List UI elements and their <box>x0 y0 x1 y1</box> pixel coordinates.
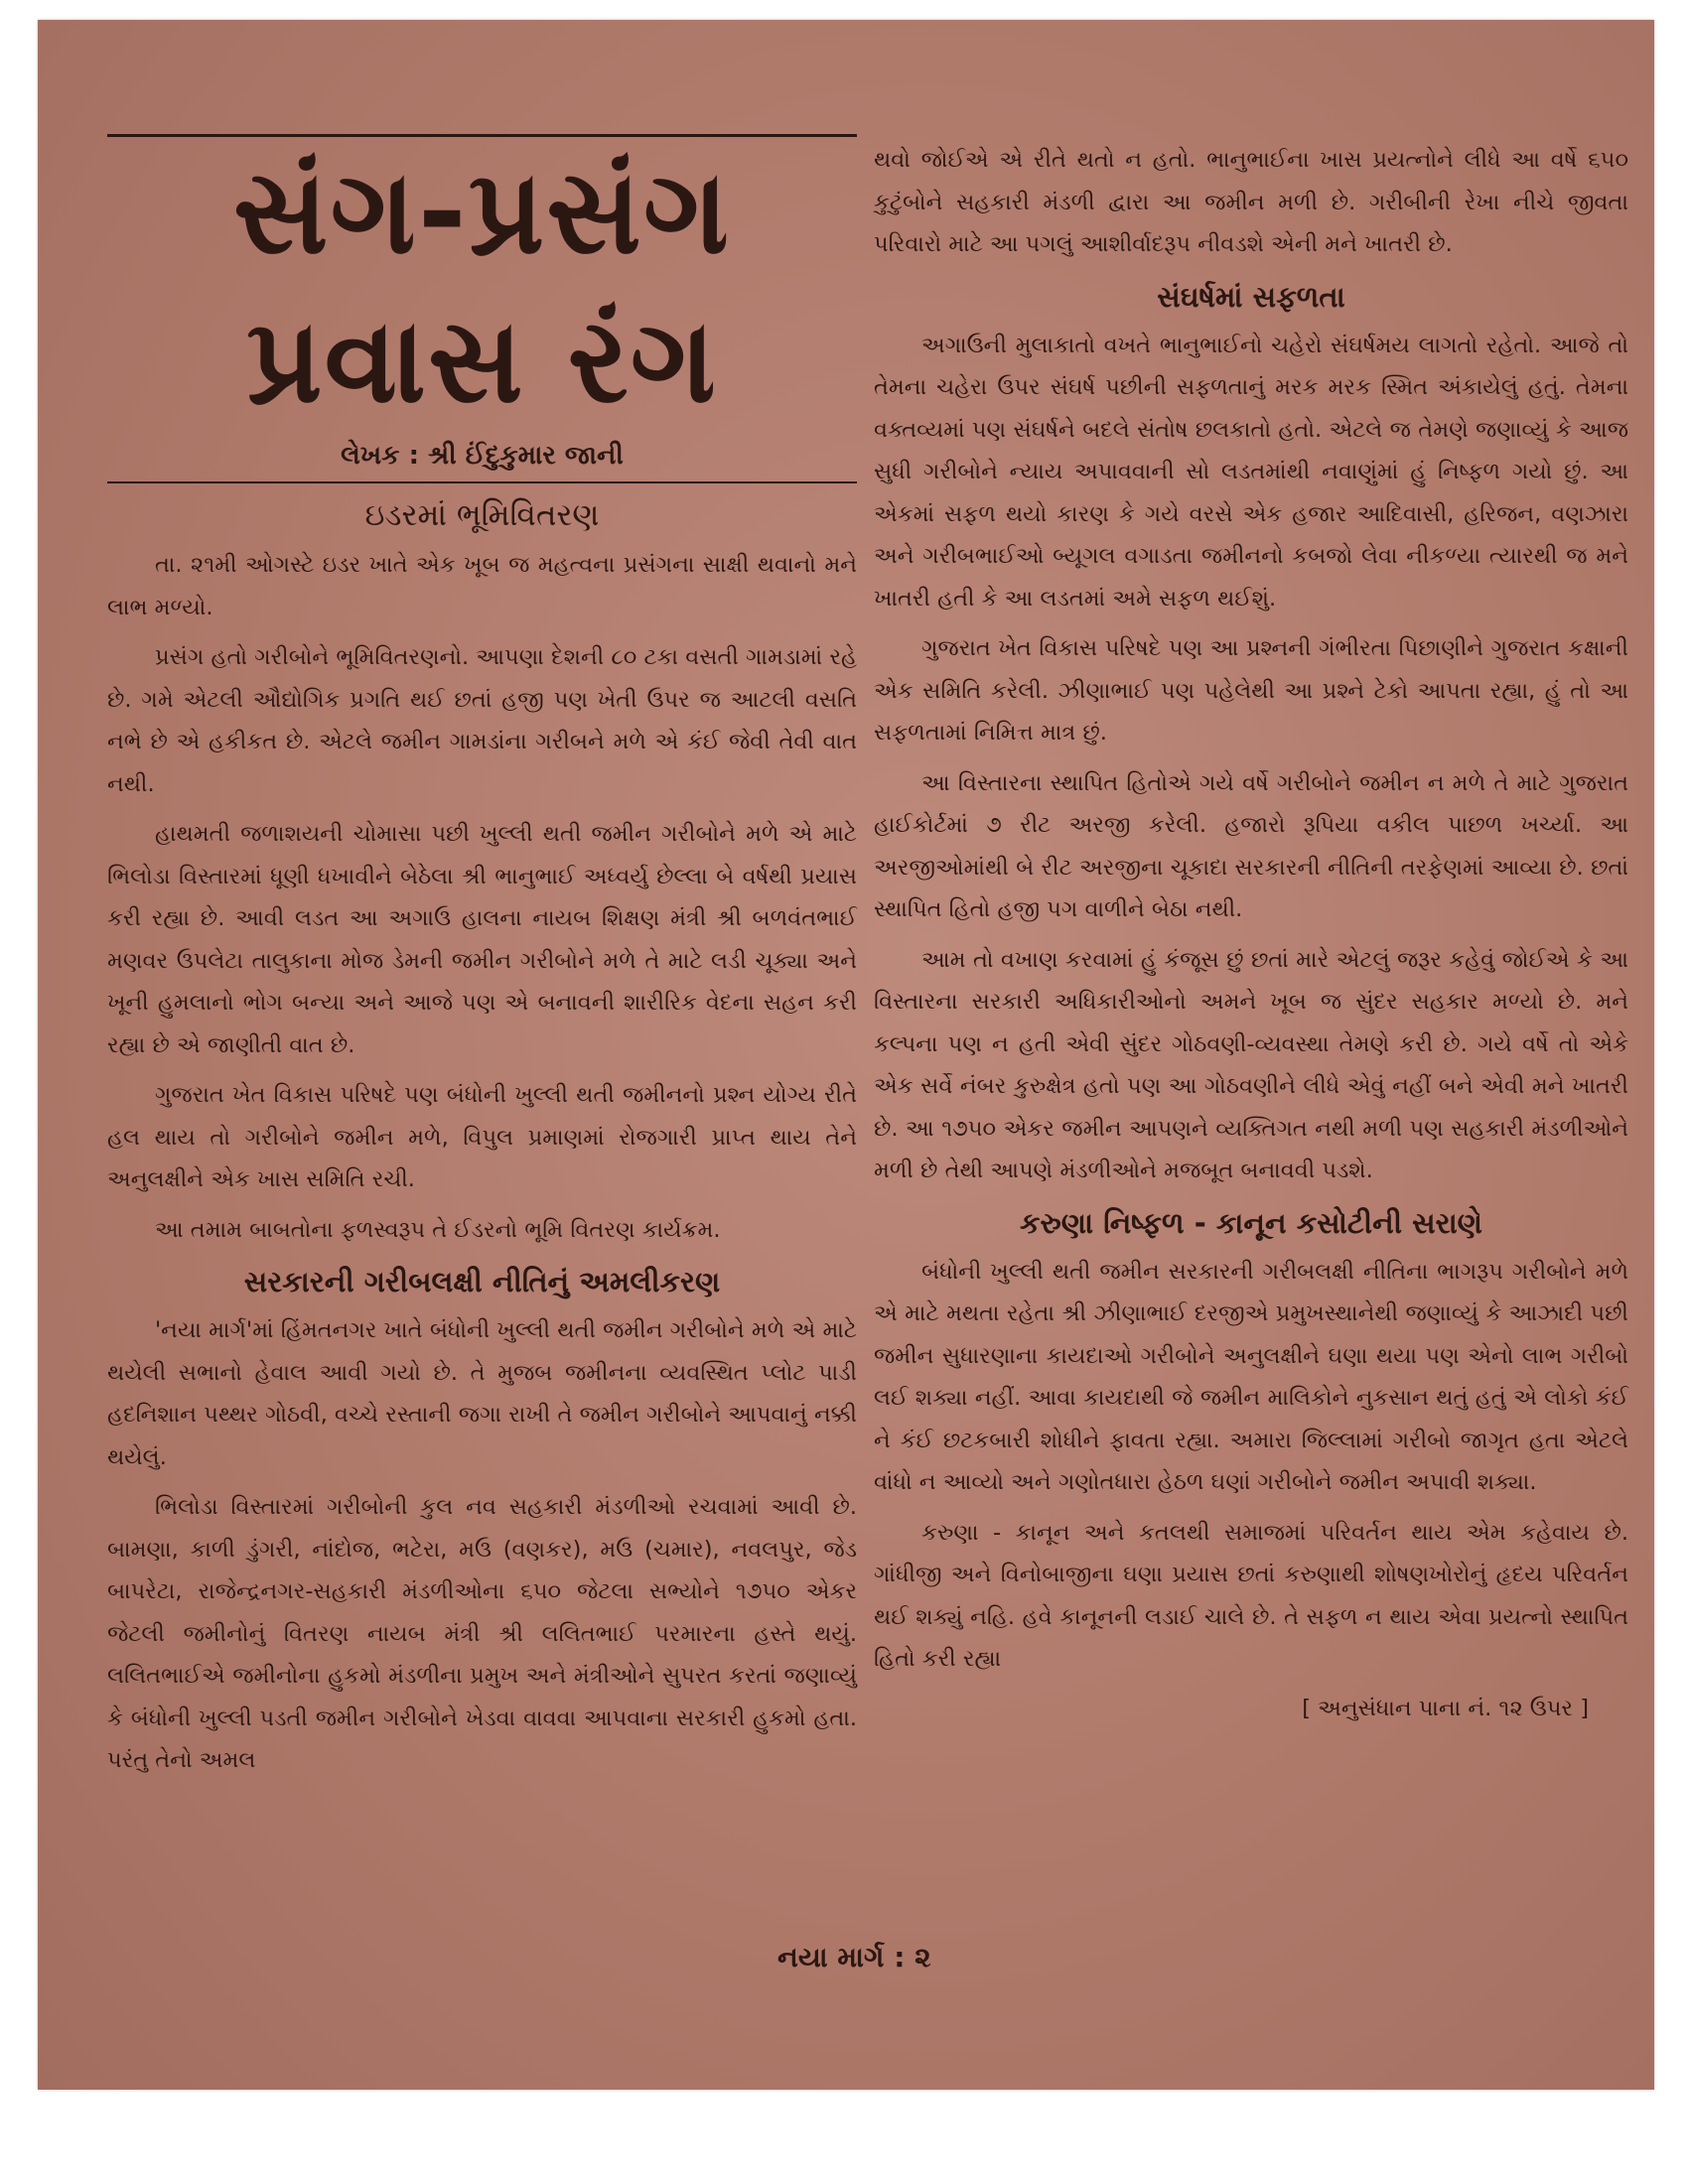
paragraph: હાથમતી જળાશયની ચોમાસા પછી ખુલ્લી થતી જમીન ગરીબોને મળે એ માટે ભિલોડા વિસ્તારમાં ધૂણી ધખાવીને બેઠેલા શ્રી ભાનુભાઈ અધ્વર્યુ છેલ્લા બે વર્ષથી પ્રયાસ કરી રહ્યા છે. આવી લડત આ અગાઉ હાલના નાયબ શિક્ષણ મંત્રી શ્રી બળવંતભાઈ મણવર ઉપલેટા તાલુકાના મોજ ડેમની જમીન ગરીબોને મળે તે માટે લડી ચૂક્યા અને ખૂની હુમલાનો ભોગ બન્યા અને આજે પણ એ બનાવની શારીરિક વેદના સહન કરી રહ્યા છે એ જાણીતી વાત છે. <box>107 821 857 1058</box>
magazine-page <box>38 20 1654 2090</box>
section-heading: સરકારની ગરીબલક્ષી નીતિનું અમલીકરણ <box>243 1265 721 1298</box>
masthead-line-2: પ્રવાસ રંગ <box>246 292 718 429</box>
byline: લેખક : શ્રી ઈંદુકુમાર જાની <box>341 441 624 471</box>
paragraph: આ તમામ બાબતોના ફળસ્વરૂપ તે ઈડરનો ભૂમિ વિતરણ કાર્યક્રમ. <box>155 1216 721 1243</box>
paragraph: થવો જોઈએ એ રીતે થતો ન હતો. ભાનુભાઈના ખાસ પ્રયત્નોને લીધે આ વર્ષે ૬૫૦ કુટુંબોને સહકારી મંડળી દ્વારા આ જમીન મળી છે. ગરીબીની રેખા નીચે જીવતા પરિવારો માટે આ પગલું આશીર્વાદરૂપ નીવડશે એની મને ખાતરી છે. <box>874 147 1628 257</box>
paragraph: આ વિસ્તારના સ્થાપિત હિતોએ ગયે વર્ષે ગરીબોને જમીન ન મળે તે માટે ગુજરાત હાઈકોર્ટમાં ૭ રીટ અરજી કરેલી. હજારો રૂપિયા વકીલ પાછળ ખર્ચ્યા. આ અરજીઓમાંથી બે રીટ અરજીના ચૂકાદા સરકારની નીતિની તરફેણમાં આવ્યા છે. છતાં સ્થાપિત હિતો હજી પગ વાળીને બેઠા નથી. <box>874 769 1628 922</box>
section-heading: સંઘર્ષમાં સફળતા <box>1157 279 1345 314</box>
continued-note: [ અનુસંધાન પાના નં. ૧૨ ઉપર ] <box>1302 1695 1589 1721</box>
section-heading: ઇડરમાં ભૂમિવિતરણ <box>364 497 600 533</box>
paragraph: ગુજરાત ખેત વિકાસ પરિષદે પણ બંધોની ખુલ્લી થતી જમીનનો પ્રશ્ન યોગ્ય રીતે હલ થાય તો ગરીબોને જમીન મળે, વિપુલ પ્રમાણમાં રોજગારી પ્રાપ્ત થાય તેને અનુલક્ષીને એક ખાસ સમિતિ રચી. <box>107 1082 857 1192</box>
masthead-line-1: સંગ-પ્રસંગ <box>233 143 731 280</box>
paragraph: પ્રસંગ હતો ગરીબોને ભૂમિવિતરણનો. આપણા દેશની ૮૦ ટકા વસતી ગામડામાં રહે છે. ગમે એટલી ઔદ્યોગિક પ્રગતિ થઈ છતાં હજી પણ ખેતી ઉપર જ આટલી વસતિ નભે છે એ હકીકત છે. એટલે જમીન ગામડાંના ગરીબને મળે એ કંઈ જેવી તેવી વાત નથી. <box>107 644 857 797</box>
right-column <box>874 139 1628 1728</box>
section-heading: કરુણા નિષ્ફળ - કાનૂન કસોટીની સરાણે <box>1020 1205 1482 1240</box>
paragraph: ભિલોડા વિસ્તારમાં ગરીબોની કુલ નવ સહકારી મંડળીઓ રચવામાં આવી છે. બામણા, કાળી ડુંગરી, નાંદોજ, ભટેરા, મઉ (વણકર), મઉ (ચમાર), નવલપુર, જેડ બાપરેટા, રાજેન્દ્રનગર-સહકારી મંડળીઓના ૬૫૦ જેટલા સભ્યોને ૧૭૫૦ એકર જેટલી જમીનોનું વિતરણ નાયબ મંત્રી શ્રી લલિતભાઈ પરમારના હસ્તે થયું. લલિતભાઈએ જમીનોના હુકમો મંડળીના પ્રમુખ અને મંત્રીઓને સુપરત કરતાં જણાવ્યું કે બંધોની ખુલ્લી પડતી જમીન ગરીબોને ખેડવા વાવવા આપવાના સરકારી હુકમો હતા. પરંતુ તેનો અમલ <box>107 1494 857 1773</box>
paragraph: તા. ૨૧મી ઓગસ્ટે ઇડર ખાતે એક ખૂબ જ મહત્વના પ્રસંગના સાક્ષી થવાનો મને લાભ મળ્યો. <box>107 552 857 620</box>
left-column <box>107 134 857 1790</box>
paragraph: આમ તો વખાણ કરવામાં હું કંજૂસ છું છતાં મારે એટલું જરૂર કહેવું જોઈએ કે આ વિસ્તારના સરકારી અધિકારીઓનો અમને ખૂબ જ સુંદર સહકાર મળ્યો છે. મને કલ્પના પણ ન હતી એવી સુંદર ગોઠવણી-વ્યવસ્થા તેમણે કરી છે. ગયે વર્ષે તો એકે એક સર્વે નંબર કુરુક્ષેત્ર હતો પણ આ ગોઠવણીને લીધે એવું નહીં બને એવી મને ખાતરી છે. આ ૧૭૫૦ એકર જમીન આપણને વ્યક્તિગત નથી મળી પણ સહકારી મંડળીઓને મળી છે તેથી આપણે મંડળીઓને મજબૂત બનાવવી પડશે. <box>874 946 1628 1183</box>
paragraph: બંધોની ખુલ્લી થતી જમીન સરકારની ગરીબલક્ષી નીતિના ભાગરૂપ ગરીબોને મળે એ માટે મથતા રહેતા શ્રી ઝીણાભાઈ દરજીએ પ્રમુખસ્થાનેથી જણાવ્યું કે આઝાદી પછી જમીન સુધારણાના કાયદાઓ ગરીબોને અનુલક્ષીને ઘણા થયા પણ એનો લાભ ગરીબો લઈ શક્યા નહીં. આવા કાયદાથી જે જમીન માલિકોને નુકસાન થતું હતું એ લોકો કંઈ ને કંઈ છટકબારી શોધીને ફાવતા રહ્યા. અમારા જિલ્લામાં ગરીબો જાગૃત હતા એટલે વાંધો ન આવ્યો અને ગણોતધારા હેઠળ ઘણાં ગરીબોને જમીન અપાવી શક્યા. <box>874 1258 1628 1495</box>
paragraph: ગુજરાત ખેત વિકાસ પરિષદે પણ આ પ્રશ્નની ગંભીરતા પિછાણીને ગુજરાત કક્ષાની એક સમિતિ કરેલી. ઝીણાભાઈ પણ પહેલેથી આ પ્રશ્ને ટેકો આપતા રહ્યા, હું તો આ સફળતામાં નિમિત્ત માત્ર છું. <box>874 635 1628 746</box>
paragraph: અગાઉની મુલાકાતો વખતે ભાનુભાઈનો ચહેરો સંઘર્ષમય લાગતો રહેતો. આજે તો તેમના ચહેરા ઉપર સંઘર્ષ પછીની સફળતાનું મરક મરક સ્મિત અંકાયેલું હતું. તેમના વક્તવ્યમાં પણ સંઘર્ષને બદલે સંતોષ છલકાતો હતો. એટલે જ તેમણે જણાવ્યું કે આજ સુધી ગરીબોને ન્યાય અપાવવાની સો લડતમાંથી નવાણુંમાં હું નિષ્ફળ ગયો છું. આ એકમાં સફળ થયો કારણ કે ગયે વરસે એક હજાર આદિવાસી, હરિજન, વણઝારા અને ગરીબભાઈઓ બ્યૂગલ વગાડતા જમીનનો કબજો લેવા નીકળ્યા ત્યારથી જ મને ખાતરી હતી કે આ લડતમાં અમે સફળ થઈશું. <box>874 332 1628 612</box>
paragraph: કરુણા - કાનૂન અને કતલથી સમાજમાં પરિવર્તન થાય એમ કહેવાય છે. ગાંધીજી અને વિનોબાજીના ઘણા પ્રયાસ છતાં કરુણાથી શોષણખોરોનું હૃદય પરિવર્તન થઈ શક્યું નહિ. હવે કાનૂનની લડાઈ ચાલે છે. તે સફળ ન થાય એવા પ્રયત્નો સ્થાપિત હિતો કરી રહ્યા <box>874 1519 1628 1672</box>
masthead-rule <box>107 481 857 483</box>
paragraph: 'નયા માર્ગ'માં હિંમતનગર ખાતે બંધોની ખુલ્લી થતી જમીન ગરીબોને મળે એ માટે થયેલી સભાનો હેવાલ આવી ગયો છે. તે મુજબ જમીનના વ્યવસ્થિત પ્લોટ પાડી હદનિશાન પથ્થર ગોઠવી, વચ્ચે રસ્તાની જગા રાખી તે જમીન ગરીબોને આપવાનું નક્કી થયેલું. <box>107 1317 857 1470</box>
page-footer: નયા માર્ગ : ૨ <box>777 1941 931 1974</box>
